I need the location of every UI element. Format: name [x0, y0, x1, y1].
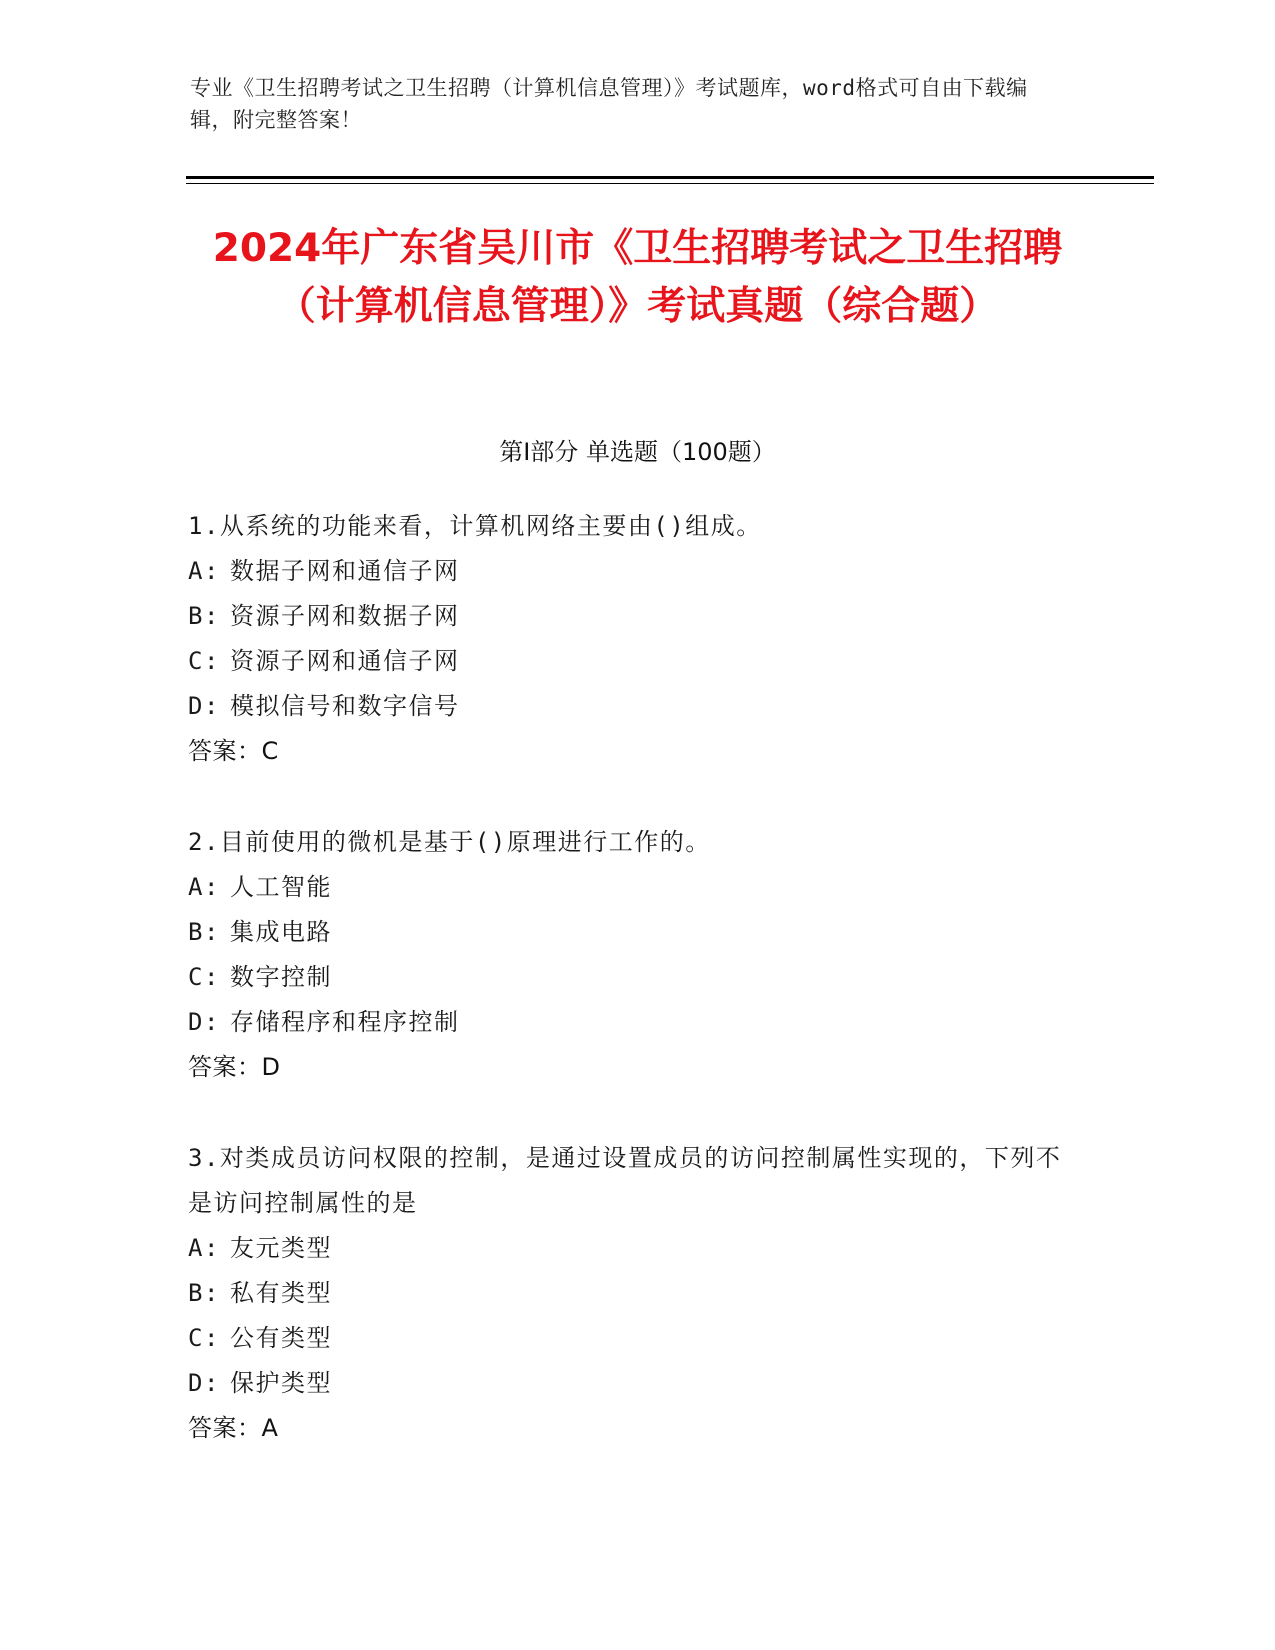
option-letter: B: — [188, 918, 220, 946]
option-letter: A: — [188, 873, 220, 901]
option-text: 资源子网和通信子网 — [230, 647, 460, 675]
question-2 — [188, 820, 1068, 1090]
header-divider-thin — [186, 183, 1154, 184]
document-title: 2024年广东省吴川市《卫生招聘考试之卫生招聘（计算机信息管理）》考试真题（综合题） — [212, 226, 1063, 329]
option-c — [188, 955, 1068, 1000]
option-d — [188, 684, 1068, 729]
option-b — [188, 910, 1068, 955]
option-a — [188, 865, 1068, 910]
option-a — [188, 549, 1068, 594]
option-c — [188, 1316, 1068, 1361]
option-letter: A: — [188, 1234, 220, 1262]
option-text: 公有类型 — [230, 1324, 332, 1352]
option-letter: B: — [188, 602, 220, 630]
option-text: 私有类型 — [230, 1279, 332, 1307]
option-d — [188, 1000, 1068, 1045]
option-b — [188, 594, 1068, 639]
option-letter: C: — [188, 647, 220, 675]
question-stem: 3.对类成员访问权限的控制，是通过设置成员的访问控制属性实现的，下列不是访问控制属性的是 — [188, 1144, 1062, 1217]
option-text: 数据子网和通信子网 — [230, 557, 460, 585]
option-letter: A: — [188, 557, 220, 585]
option-a — [188, 1226, 1068, 1271]
header-divider-thick — [186, 176, 1154, 179]
option-b — [188, 1271, 1068, 1316]
option-letter: D: — [188, 692, 220, 720]
option-text: 资源子网和数据子网 — [230, 602, 460, 630]
option-text: 集成电路 — [230, 918, 332, 946]
option-letter: D: — [188, 1008, 220, 1036]
option-c — [188, 639, 1068, 684]
option-letter: C: — [188, 1324, 220, 1352]
option-d — [188, 1361, 1068, 1406]
question-stem: 1.从系统的功能来看，计算机网络主要由()组成。 — [188, 512, 762, 540]
answer: 答案：A — [188, 1414, 279, 1442]
option-letter: D: — [188, 1369, 220, 1397]
answer: 答案：D — [188, 1053, 281, 1081]
option-text: 存储程序和程序控制 — [230, 1008, 460, 1036]
option-text: 友元类型 — [230, 1234, 332, 1262]
header-note: 专业《卫生招聘考试之卫生招聘（计算机信息管理）》考试题库，word格式可自由下载编辑，附完整答案！ — [190, 76, 1028, 132]
section-heading: 第Ⅰ部分 单选题（100题） — [499, 438, 776, 466]
question-3 — [188, 1136, 1068, 1451]
question-stem: 2.目前使用的微机是基于()原理进行工作的。 — [188, 828, 711, 856]
option-letter: B: — [188, 1279, 220, 1307]
option-text: 模拟信号和数字信号 — [230, 692, 460, 720]
option-text: 人工智能 — [230, 873, 332, 901]
question-1 — [188, 504, 1068, 774]
option-text: 数字控制 — [230, 963, 332, 991]
option-letter: C: — [188, 963, 220, 991]
option-text: 保护类型 — [230, 1369, 332, 1397]
answer: 答案：C — [188, 737, 279, 765]
